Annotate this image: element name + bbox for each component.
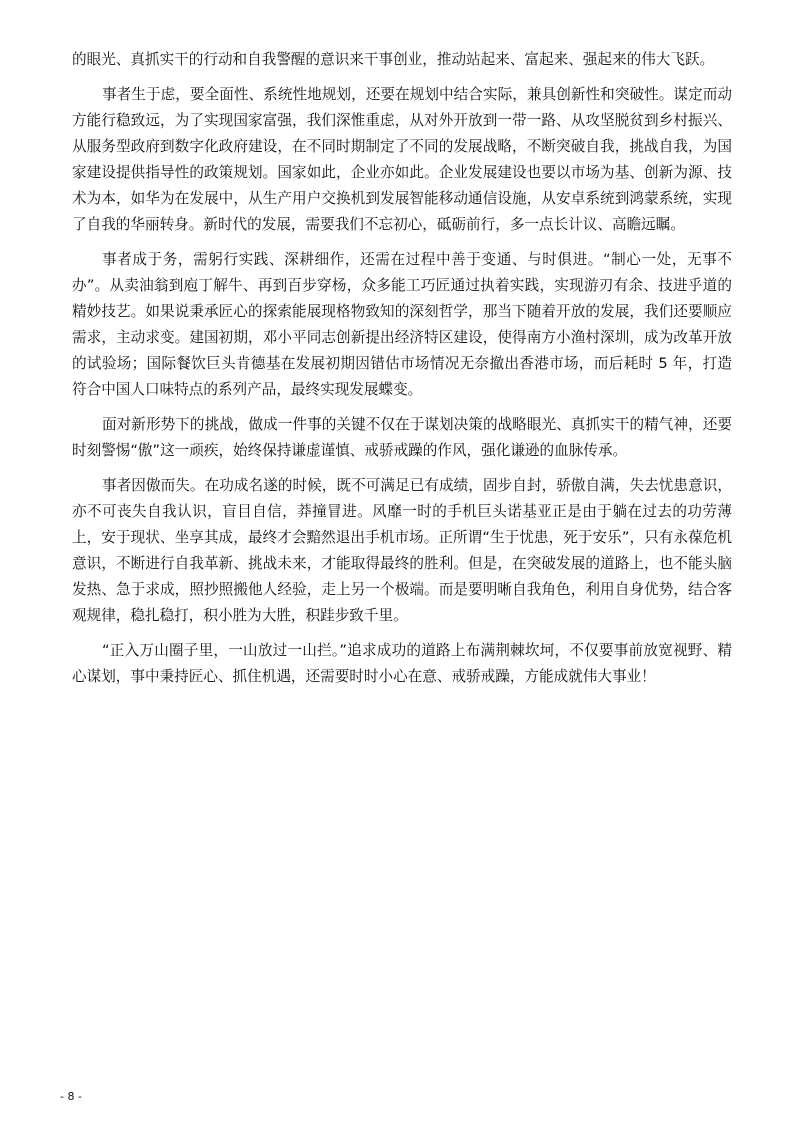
page-number: - 8 - xyxy=(60,1090,82,1103)
paragraph-conclusion: “正入万山圈子里，一山放过一山拦。”追求成功的道路上布满荆棘坎坷，不仅要事前放宽视野、精心谋划，事中秉持匠心、抓住机遇，还需要时时小心在意、戒骄戒躁，方能成就伟大事业！ xyxy=(72,642,732,685)
document-body xyxy=(72,47,732,690)
paragraph-challenge: 面对新形势下的挑战，做成一件事的关键不仅在于谋划决策的战略眼光、真抓实干的精气神，还要时刻警惕“傲”这一顽疾，始终保持谦虚谨慎、戒骄戒躁的作风，强化谦逊的血脉传承。 xyxy=(72,416,732,459)
paragraph-practice: 事者成于务，需躬行实践、深耕细作，还需在过程中善于变通、与时俱进。“制心一处，无事不办”。从卖油翁到庖丁解牛、再到百步穿杨，众多能工巧匠通过执着实践，实现游刃有余、技进乎道的精妙技艺。如果说秉承匠心的探索能展现格物致知的深刻哲学，那当下随着开放的发展，我们还要顺应需求，主动求变。建国初期，邓小平同志创新提出经济特区建设，使得南方小渔村深圳，成为改革开放的试验场；国际餐饮巨头肯德基在发展初期因错估市场情况无奈撤出香港市场，而后耗时 5 年，打造符合中国人口味特点的系列产品，最终实现发展蝶变。 xyxy=(72,251,732,398)
paragraph-arrogance: 事者因傲而失。在功成名遂的时候，既不可满足已有成绩，固步自封，骄傲自满，失去忧患意识，亦不可丧失自我认识，盲目自信，莽撞冒进。风靡一时的手机巨头诺基亚正是由于躺在过去的功劳薄上，安于现状、坐享其成，最终才会黯然退出手机市场。正所谓“生于忧患，死于安乐”，只有永葆危机意识，不断进行自我革新、挑战未来，才能取得最终的胜利。但是，在突破发展的道路上，也不能头脑发热、急于求成，照抄照搬他人经验，走上另一个极端。而是要明晰自我角色，利用自身优势，结合客观规律，稳扎稳打，积小胜为大胜，积跬步致千里。 xyxy=(72,477,732,624)
paragraph-planning: 事者生于虑，要全面性、系统性地规划，还要在规划中结合实际，兼具创新性和突破性。谋定而动方能行稳致远，为了实现国家富强，我们深惟重虑，从对外开放到一带一路、从攻坚脱贫到乡村振兴、从服务型政府到数字化政府建设，在不同时期制定了不同的发展战略，不断突破自我，挑战自我，为国家建设提供指导性的政策规划。国家如此，企业亦如此。企业发展建设也要以市场为基、创新为源、技术为本，如华为在发展中，从生产用户交换机到发展智能移动通信设施，从安卓系统到鸿蒙系统，实现了自我的华丽转身。新时代的发展，需要我们不忘初心，砥砺前行，多一点长计议、高瞻远瞩。 xyxy=(72,86,732,233)
paragraph-continuation: 的眼光、真抓实干的行动和自我警醒的意识来干事创业，推动站起来、富起来、强起来的伟大飞跃。 xyxy=(72,51,715,68)
